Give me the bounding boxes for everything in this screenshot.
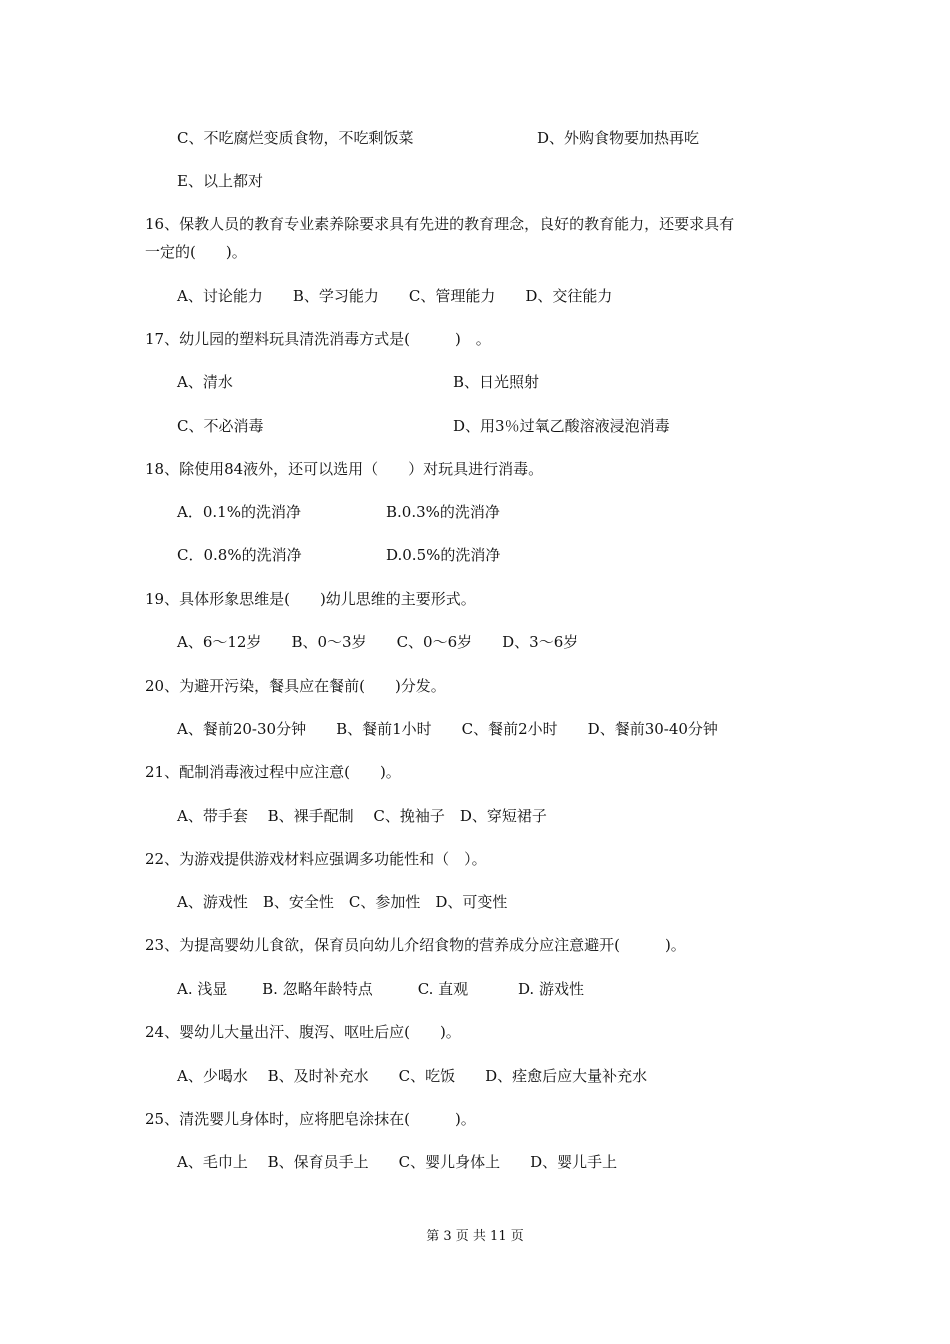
q23-options: A. 浅显 B. 忽略年龄特点 C. 直观 D. 游戏性 xyxy=(177,980,584,998)
q16-question-line2: 一定的( )。 xyxy=(145,243,247,261)
q15-option-c: C、不吃腐烂变质食物，不吃剩饭菜 xyxy=(177,129,414,147)
q24-options: A、少喝水 B、及时补充水 C、吃饭 D、痊愈后应大量补充水 xyxy=(177,1067,648,1085)
q19-question: 19、具体形象思维是( )幼儿思维的主要形式。 xyxy=(145,590,476,608)
q22-question: 22、为游戏提供游戏材料应强调多功能性和（ ）。 xyxy=(145,850,487,868)
q15-option-d: D、外购食物要加热再吃 xyxy=(537,129,700,147)
q17-option-b: B、日光照射 xyxy=(453,373,540,391)
q18-question: 18、除使用84液外，还可以选用（ ）对玩具进行消毒。 xyxy=(145,460,544,478)
q24-question: 24、婴幼儿大量出汗、腹泻、呕吐后应( )。 xyxy=(145,1023,461,1041)
q16-options: A、讨论能力 B、学习能力 C、管理能力 D、交往能力 xyxy=(177,287,613,305)
q19-options: A、6～12岁 B、0～3岁 C、0～6岁 D、3～6岁 xyxy=(177,633,579,651)
q22-options: A、游戏性 B、安全性 C、参加性 D、可变性 xyxy=(177,893,508,911)
q23-question: 23、为提高婴幼儿食欲，保育员向幼儿介绍食物的营养成分应注意避开( )。 xyxy=(145,936,686,954)
q18-option-b: B.0.3%的洗消净 xyxy=(386,503,500,521)
q18-option-d: D.0.5%的洗消净 xyxy=(386,546,501,564)
q25-options: A、毛巾上 B、保育员手上 C、婴儿身体上 D、婴儿手上 xyxy=(177,1153,618,1171)
q17-question: 17、幼儿园的塑料玩具清洗消毒方式是( ) 。 xyxy=(145,330,491,348)
q17-option-a: A、清水 xyxy=(177,373,233,391)
q21-question: 21、配制消毒液过程中应注意( )。 xyxy=(145,763,401,781)
q17-option-d: D、用3％过氧乙酸溶液浸泡消毒 xyxy=(453,417,670,435)
q25-question: 25、清洗婴儿身体时，应将肥皂涂抹在( )。 xyxy=(145,1110,476,1128)
page-number-footer: 第 3 页 共 11 页 xyxy=(426,1229,524,1244)
q20-options: A、餐前20-30分钟 B、餐前1小时 C、餐前2小时 D、餐前30-40分钟 xyxy=(177,720,718,738)
q16-question-line1: 16、保教人员的教育专业素养除要求具有先进的教育理念，良好的教育能力，还要求具有 xyxy=(145,215,735,233)
q17-option-c: C、不必消毒 xyxy=(177,417,264,435)
q21-options: A、带手套 B、裸手配制 C、挽袖子 D、穿短裙子 xyxy=(177,807,547,825)
q15-option-e: E、以上都对 xyxy=(177,172,263,190)
q18-option-a: A．0.1%的洗消净 xyxy=(177,503,301,521)
q20-question: 20、为避开污染，餐具应在餐前( )分发。 xyxy=(145,677,446,695)
q18-option-c: C．0.8%的洗消净 xyxy=(177,546,302,564)
